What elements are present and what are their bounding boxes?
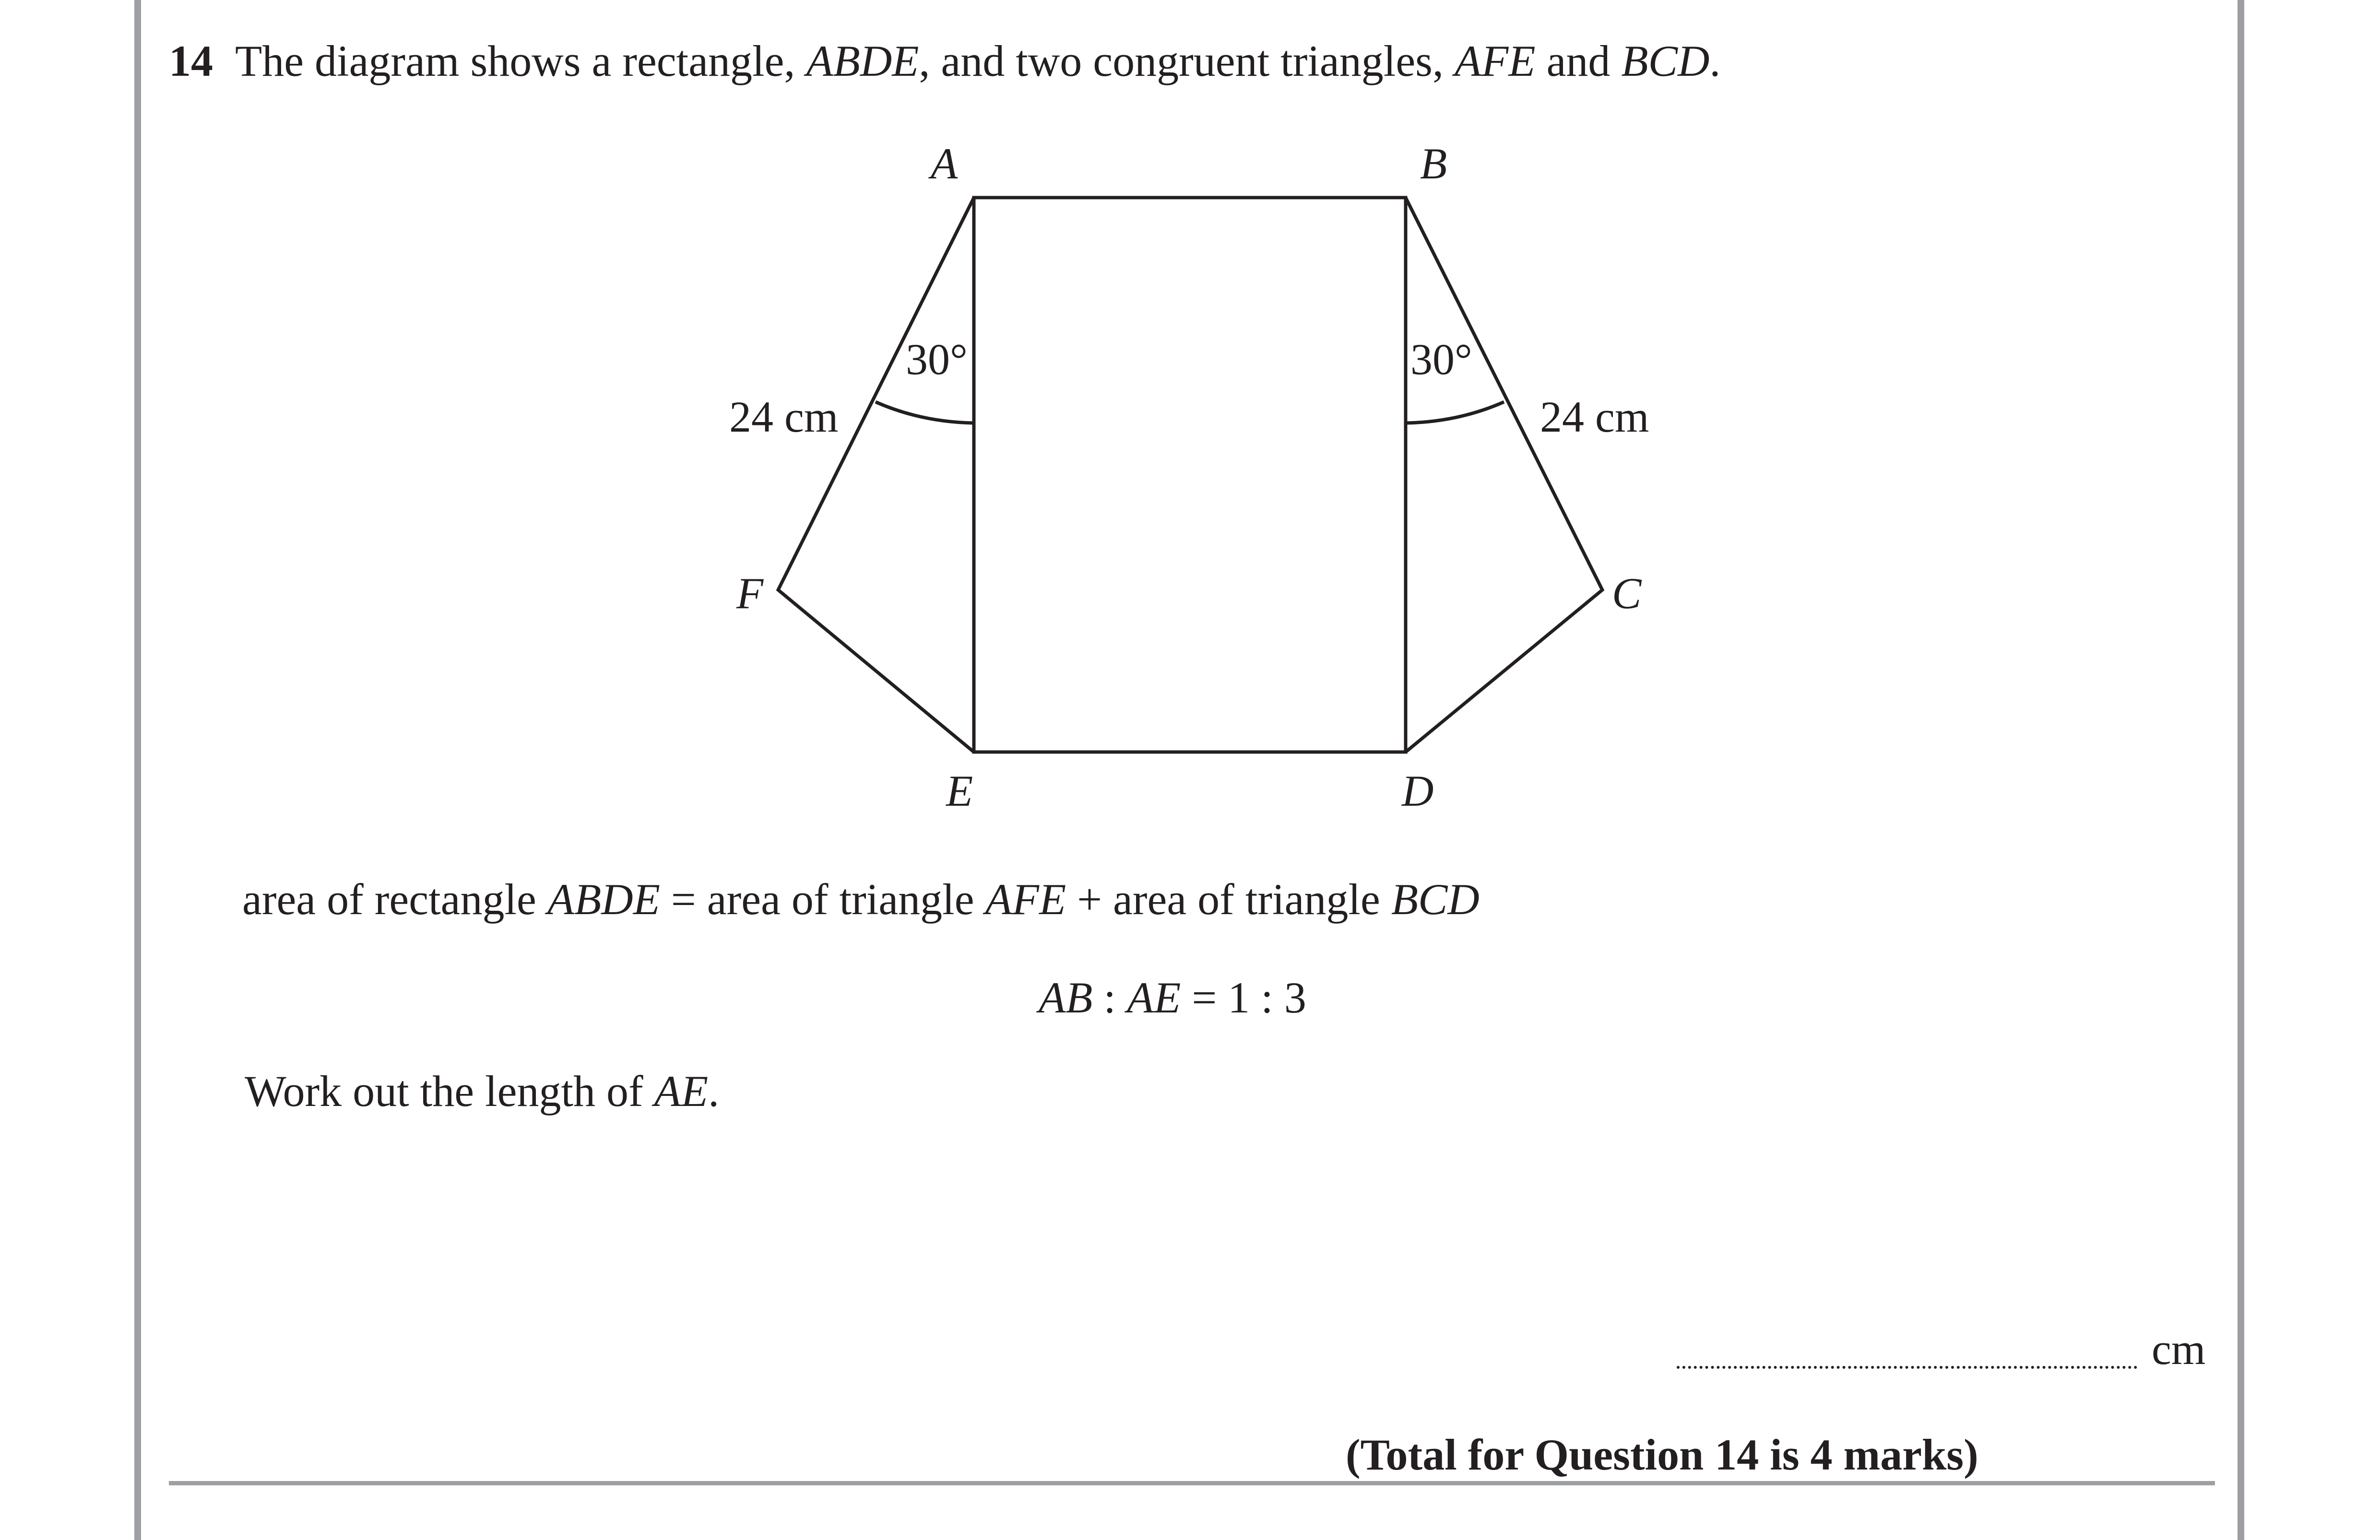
vertex-label-d: D (1402, 766, 1434, 815)
instruction-text: Work out the length of AE. (245, 1067, 720, 1116)
length-label-left: 24 cm (729, 392, 839, 441)
area-equation: area of rectangle ABDE = area of triangle AFE + area of triangle BCD (242, 875, 1480, 924)
vertex-label-a: A (931, 139, 958, 188)
length-label-right: 24 cm (1540, 392, 1649, 441)
angle-arc-right (1406, 402, 1504, 423)
angle-label-left: 30° (906, 335, 968, 384)
triangle-afe (778, 198, 974, 752)
ratio-statement: AB : AE = 1 : 3 (1039, 973, 1306, 1022)
angle-arc-left (876, 402, 974, 423)
rectangle-abde (974, 198, 1406, 752)
answer-unit: cm (2152, 1325, 2206, 1374)
question-number: 14 (169, 36, 213, 85)
question-heading: 14 The diagram shows a rectangle, ABDE, and two congruent triangles, AFE and BCD. (169, 36, 1721, 85)
vertex-label-c: C (1612, 569, 1642, 618)
vertex-label-f: F (736, 569, 764, 618)
vertex-label-b: B (1420, 139, 1447, 188)
answer-line[interactable] (1677, 1366, 2137, 1369)
bottom-rule (169, 1481, 2215, 1485)
total-marks: (Total for Question 14 is 4 marks) (1346, 1430, 1978, 1479)
angle-label-right: 30° (1410, 335, 1472, 384)
vertex-label-e: E (946, 766, 973, 815)
triangle-bcd (1406, 198, 1602, 752)
